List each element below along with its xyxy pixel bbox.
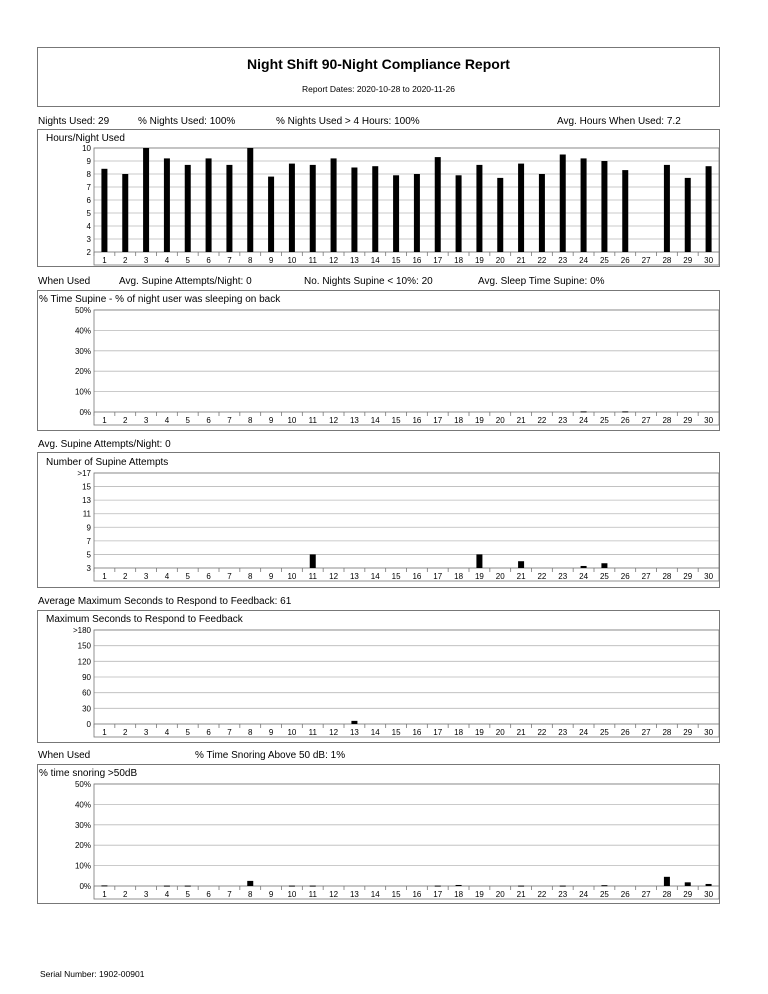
x-tick-label: 27 [641, 572, 651, 581]
bar [664, 877, 670, 886]
x-tick-label: 11 [308, 416, 317, 425]
bar [622, 411, 628, 412]
x-tick-label: 19 [474, 256, 484, 265]
x-tick-label: 21 [516, 890, 526, 899]
bar [414, 174, 420, 252]
x-tick-label: 5 [185, 256, 190, 265]
bar [206, 158, 212, 252]
report-dates: Report Dates: 2020-10-28 to 2020-11-26 [302, 84, 455, 94]
x-tick-label: 17 [433, 728, 443, 737]
x-tick-label: 27 [641, 890, 651, 899]
y-tick-label: 7 [86, 536, 91, 546]
x-tick-label: 13 [349, 890, 359, 899]
x-tick-label: 17 [433, 256, 443, 265]
x-tick-label: 29 [683, 728, 693, 737]
x-tick-label: 6 [206, 728, 211, 737]
x-tick-label: 5 [185, 728, 190, 737]
x-tick-label: 5 [185, 890, 190, 899]
x-tick-label: 23 [558, 890, 568, 899]
x-tick-label: 26 [620, 890, 630, 899]
y-tick-label: 50% [74, 306, 91, 315]
bar [289, 886, 295, 887]
x-tick-label: 16 [412, 890, 422, 899]
avg-supine-attempts: Avg. Supine Attempts/Night: 0 [119, 276, 252, 287]
avg-hours: Avg. Hours When Used: 7.2 [557, 116, 681, 127]
x-tick-label: 15 [391, 416, 401, 425]
x-tick-label: 22 [537, 256, 547, 265]
x-tick-label: 9 [268, 416, 274, 425]
x-tick-label: 22 [537, 728, 547, 737]
bar [622, 170, 628, 252]
y-tick-label: 150 [77, 641, 91, 651]
y-tick-label: 4 [86, 222, 91, 231]
y-tick-label: 7 [86, 183, 91, 192]
x-tick-label: 14 [370, 728, 380, 737]
x-tick-label: 18 [454, 572, 464, 581]
y-tick-label: 9 [86, 157, 91, 166]
bar [560, 155, 566, 253]
bar [247, 881, 253, 886]
x-tick-label: 14 [370, 890, 380, 899]
x-tick-label: 8 [248, 890, 253, 899]
y-tick-label: 0% [79, 408, 91, 417]
x-tick-label: 14 [370, 416, 380, 425]
x-tick-label: 3 [143, 728, 149, 737]
y-tick-label: 30% [74, 820, 91, 830]
x-tick-label: 23 [558, 256, 568, 265]
x-tick-label: 25 [599, 890, 609, 899]
bar [456, 175, 462, 252]
x-tick-label: 20 [495, 416, 505, 425]
bar [476, 554, 482, 568]
x-tick-label: 14 [370, 256, 380, 265]
x-tick-label: 7 [227, 416, 232, 425]
x-tick-label: 28 [662, 416, 672, 425]
x-tick-label: 12 [329, 728, 339, 737]
serial-number: Serial Number: 1902-00901 [40, 969, 145, 979]
bar [581, 566, 587, 568]
bar [185, 165, 191, 252]
x-tick-label: 24 [579, 256, 589, 265]
x-tick-label: 1 [102, 256, 107, 265]
x-tick-label: 30 [704, 890, 714, 899]
x-tick-label: 19 [474, 728, 484, 737]
x-tick-label: 12 [329, 256, 339, 265]
bar [185, 886, 191, 887]
y-tick-label: 5 [86, 550, 91, 560]
attempts-chart-title: Number of Supine Attempts [46, 457, 169, 468]
bar [581, 411, 587, 412]
bar [351, 721, 357, 724]
avg-supine-attempts-summary: Avg. Supine Attempts/Night: 0 [38, 439, 171, 450]
bar [310, 886, 316, 887]
x-tick-label: 2 [123, 572, 128, 581]
x-tick-label: 24 [579, 572, 589, 581]
bar [664, 165, 670, 252]
x-tick-label: 7 [227, 572, 232, 581]
bar [518, 886, 524, 887]
x-tick-label: 19 [474, 890, 484, 899]
y-tick-label: 10 [82, 144, 91, 153]
y-tick-label: 8 [86, 170, 91, 179]
report-title: Night Shift 90-Night Compliance Report [247, 56, 510, 72]
x-tick-label: 9 [268, 728, 274, 737]
x-tick-label: 21 [516, 416, 526, 425]
x-tick-label: 19 [474, 572, 484, 581]
x-tick-label: 16 [412, 572, 422, 581]
x-tick-label: 20 [495, 256, 505, 265]
x-tick-label: 13 [349, 728, 359, 737]
x-tick-label: 7 [227, 890, 232, 899]
x-tick-label: 18 [454, 890, 464, 899]
x-tick-label: 10 [287, 728, 297, 737]
x-tick-label: 10 [287, 256, 297, 265]
y-tick-label: 0% [79, 882, 91, 891]
x-tick-label: 1 [102, 572, 107, 581]
x-tick-label: 15 [391, 890, 401, 899]
x-tick-label: 21 [516, 728, 526, 737]
x-tick-label: 24 [579, 890, 589, 899]
x-tick-label: 29 [683, 572, 693, 581]
bar [706, 884, 712, 886]
x-tick-label: 27 [641, 256, 651, 265]
bar [164, 158, 170, 252]
x-tick-label: 17 [433, 890, 443, 899]
x-tick-label: 30 [704, 572, 714, 581]
bar [289, 164, 295, 252]
y-tick-label: 120 [77, 657, 91, 667]
x-tick-label: 8 [248, 256, 253, 265]
x-tick-label: 28 [662, 890, 672, 899]
bar [268, 177, 274, 252]
x-tick-label: 14 [370, 572, 380, 581]
x-tick-label: 1 [102, 728, 107, 737]
x-tick-label: 15 [391, 572, 401, 581]
x-tick-label: 8 [248, 572, 253, 581]
bar [581, 158, 587, 252]
x-tick-label: 16 [412, 728, 422, 737]
x-tick-label: 4 [164, 572, 170, 581]
x-tick-label: 15 [391, 256, 401, 265]
bar [226, 165, 232, 252]
bar [706, 166, 712, 252]
x-tick-label: 3 [143, 256, 149, 265]
y-tick-label: 11 [82, 509, 91, 519]
bar [560, 886, 566, 887]
x-tick-label: 4 [164, 890, 170, 899]
bar [539, 174, 545, 252]
pct-snoring: % Time Snoring Above 50 dB: 1% [195, 750, 346, 761]
x-tick-label: 6 [206, 256, 211, 265]
plot-frame [94, 784, 719, 899]
x-tick-label: 26 [620, 256, 630, 265]
x-tick-label: 17 [433, 416, 443, 425]
y-tick-label: 3 [86, 564, 91, 573]
y-tick-label: 30% [74, 346, 91, 356]
x-tick-label: 13 [349, 256, 359, 265]
x-tick-label: 8 [248, 728, 253, 737]
x-tick-label: 2 [123, 416, 128, 425]
x-tick-label: 2 [123, 728, 128, 737]
bar [372, 166, 378, 252]
pct-nights-used: % Nights Used: 100% [138, 116, 236, 127]
y-tick-label: 20% [74, 367, 91, 377]
bar [601, 161, 607, 252]
x-tick-label: 26 [620, 416, 630, 425]
x-tick-label: 20 [495, 890, 505, 899]
x-tick-label: 25 [599, 416, 609, 425]
x-tick-label: 16 [412, 256, 422, 265]
y-tick-label: 3 [86, 235, 91, 244]
x-tick-label: 27 [641, 416, 651, 425]
bar [393, 175, 399, 252]
x-tick-label: 25 [599, 728, 609, 737]
y-tick-label: >180 [72, 626, 91, 635]
x-tick-label: 28 [662, 728, 672, 737]
x-tick-label: 26 [620, 728, 630, 737]
respond-chart-title: Maximum Seconds to Respond to Feedback [46, 614, 243, 625]
x-tick-label: 18 [454, 728, 464, 737]
x-tick-label: 20 [495, 728, 505, 737]
y-tick-label: 90 [82, 673, 91, 682]
y-tick-label: 10% [74, 861, 91, 871]
y-tick-label: 50% [74, 780, 91, 789]
x-tick-label: 13 [349, 572, 359, 581]
y-tick-label: 2 [86, 248, 91, 257]
x-tick-label: 9 [268, 256, 274, 265]
x-tick-label: 9 [268, 890, 274, 899]
y-tick-label: 13 [82, 496, 91, 506]
x-tick-label: 8 [248, 416, 253, 425]
y-tick-label: 15 [82, 482, 91, 492]
hours-chart-title: Hours/Night Used [46, 133, 125, 144]
x-tick-label: 10 [287, 890, 297, 899]
x-tick-label: 22 [537, 572, 547, 581]
x-tick-label: 12 [329, 890, 339, 899]
bar [601, 563, 607, 568]
x-tick-label: 21 [516, 572, 526, 581]
bar [456, 885, 462, 886]
x-tick-label: 11 [308, 572, 317, 581]
when-used-label: When Used [38, 276, 91, 287]
x-tick-label: 1 [102, 416, 107, 425]
y-tick-label: 30 [82, 704, 91, 714]
bar [518, 561, 524, 568]
x-tick-label: 26 [620, 572, 630, 581]
bar [685, 882, 691, 886]
x-tick-label: 5 [185, 416, 190, 425]
y-tick-label: 10% [74, 387, 91, 397]
x-tick-label: 23 [558, 416, 568, 425]
y-tick-label: 0 [86, 720, 91, 729]
bar [351, 168, 357, 253]
x-tick-label: 11 [308, 890, 317, 899]
x-tick-label: 3 [143, 416, 149, 425]
x-tick-label: 17 [433, 572, 443, 581]
x-tick-label: 10 [287, 416, 297, 425]
y-tick-label: >17 [77, 469, 91, 478]
x-tick-label: 30 [704, 256, 714, 265]
bar [435, 886, 441, 887]
nights-used: Nights Used: 29 [38, 116, 110, 127]
x-tick-label: 28 [662, 572, 672, 581]
plot-frame [94, 310, 719, 425]
y-tick-label: 20% [74, 841, 91, 851]
x-tick-label: 6 [206, 572, 211, 581]
y-tick-label: 9 [86, 523, 91, 533]
x-tick-label: 20 [495, 572, 505, 581]
x-tick-label: 15 [391, 728, 401, 737]
bar [601, 885, 607, 886]
bar [476, 165, 482, 252]
y-tick-label: 5 [86, 209, 91, 218]
x-tick-label: 30 [704, 728, 714, 737]
pct-nights-over-4h: % Nights Used > 4 Hours: 100% [276, 116, 420, 127]
bar [101, 169, 107, 252]
x-tick-label: 24 [579, 728, 589, 737]
avg-respond-summary: Average Maximum Seconds to Respond to Feedback: 61 [38, 596, 292, 607]
x-tick-label: 18 [454, 256, 464, 265]
x-tick-label: 21 [516, 256, 526, 265]
x-tick-label: 7 [227, 256, 232, 265]
bar [247, 148, 253, 252]
x-tick-label: 18 [454, 416, 464, 425]
avg-sleep-supine: Avg. Sleep Time Supine: 0% [478, 276, 605, 287]
bar [310, 554, 316, 568]
bar [101, 885, 107, 886]
bar [518, 164, 524, 252]
x-tick-label: 11 [308, 256, 317, 265]
when-used-snoring-label: When Used [38, 750, 91, 761]
x-tick-label: 2 [123, 890, 128, 899]
x-tick-label: 4 [164, 728, 170, 737]
y-tick-label: 6 [86, 196, 91, 205]
x-tick-label: 25 [599, 572, 609, 581]
x-tick-label: 6 [206, 890, 211, 899]
supine-chart-title: % Time Supine - % of night user was sleeping on back [39, 294, 281, 305]
x-tick-label: 10 [287, 572, 297, 581]
x-tick-label: 23 [558, 572, 568, 581]
y-tick-label: 60 [82, 688, 91, 698]
x-tick-label: 6 [206, 416, 211, 425]
x-tick-label: 22 [537, 416, 547, 425]
x-tick-label: 25 [599, 256, 609, 265]
x-tick-label: 13 [349, 416, 359, 425]
x-tick-label: 3 [143, 890, 149, 899]
x-tick-label: 22 [537, 890, 547, 899]
x-tick-label: 27 [641, 728, 651, 737]
x-tick-label: 12 [329, 572, 339, 581]
x-tick-label: 4 [164, 416, 170, 425]
x-tick-label: 29 [683, 416, 693, 425]
nights-supine: No. Nights Supine < 10%: 20 [304, 276, 433, 287]
x-tick-label: 30 [704, 416, 714, 425]
x-tick-label: 29 [683, 256, 693, 265]
y-tick-label: 40% [74, 326, 91, 336]
x-tick-label: 12 [329, 416, 339, 425]
bar [143, 148, 149, 252]
bar [331, 158, 337, 252]
bar [310, 165, 316, 252]
bar [164, 886, 170, 887]
x-tick-label: 2 [123, 256, 128, 265]
x-tick-label: 29 [683, 890, 693, 899]
x-tick-label: 28 [662, 256, 672, 265]
x-tick-label: 11 [308, 728, 317, 737]
x-tick-label: 7 [227, 728, 232, 737]
y-tick-label: 40% [74, 800, 91, 810]
snoring-chart-title: % time snoring >50dB [39, 768, 138, 779]
bar [435, 157, 441, 252]
x-tick-label: 19 [474, 416, 484, 425]
x-tick-label: 4 [164, 256, 170, 265]
x-tick-label: 16 [412, 416, 422, 425]
x-tick-label: 5 [185, 572, 190, 581]
x-tick-label: 1 [102, 890, 107, 899]
x-tick-label: 9 [268, 572, 274, 581]
x-tick-label: 23 [558, 728, 568, 737]
x-tick-label: 3 [143, 572, 149, 581]
bar [685, 178, 691, 252]
x-tick-label: 24 [579, 416, 589, 425]
bar [497, 178, 503, 252]
bar [122, 174, 128, 252]
